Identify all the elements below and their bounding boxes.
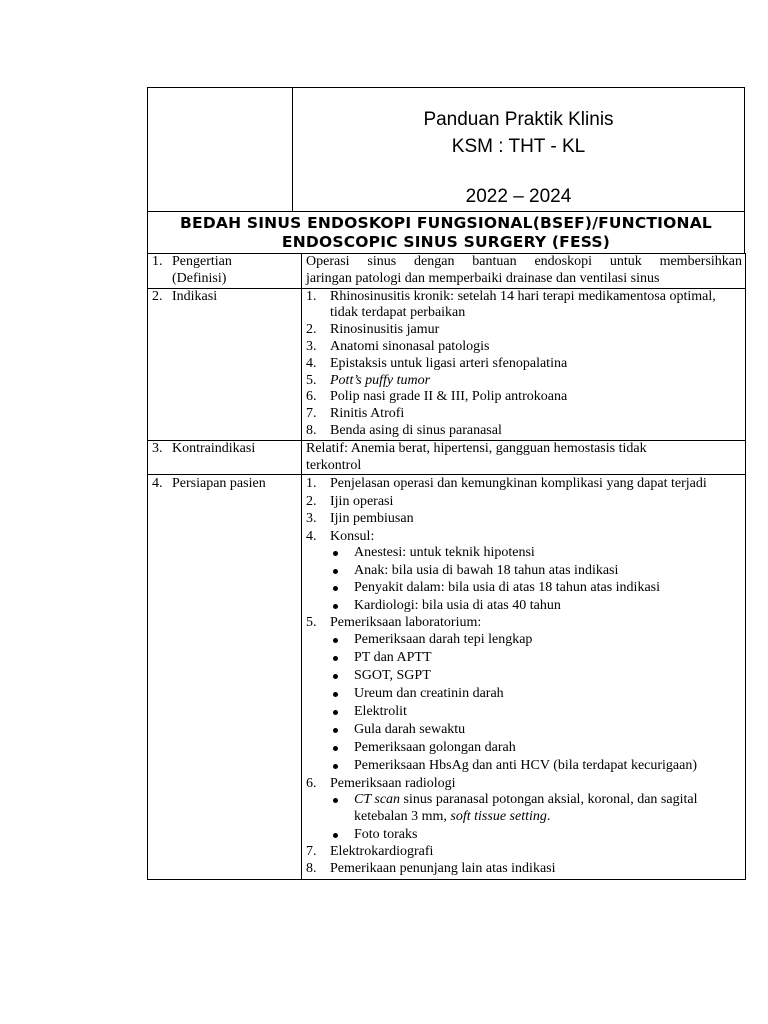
list-item: Pemeriksaan HbsAg dan anti HCV (bila terdapat kecurigaan) bbox=[330, 758, 742, 775]
radiology-sublist bbox=[330, 792, 742, 843]
list-item: 3. Ijin pembiusan bbox=[306, 511, 414, 527]
definition-number: 1. bbox=[152, 254, 163, 269]
list-item: 2. Rinosinusitis jamur bbox=[306, 322, 440, 338]
row-indications bbox=[148, 288, 746, 440]
list-item: 8. Pemerikaan penunjang lain atas indikasi bbox=[306, 861, 556, 877]
list-item: Pemeriksaan darah tepi lengkap bbox=[330, 632, 742, 649]
consult-sublist bbox=[330, 545, 742, 614]
list-item: CT scan sinus paranasal potongan aksial, koronal, dan sagital ketebalan 3 mm, soft tissue setting. bbox=[330, 792, 742, 826]
definition-content-cell bbox=[302, 254, 746, 289]
list-item: Gula darah sewaktu bbox=[330, 722, 742, 739]
period-label: 2022 – 2024 bbox=[465, 186, 572, 207]
definition-line-2: jaringan patologi dan memperbaiki drainase dan ventilasi sinus bbox=[306, 270, 660, 286]
list-item: 8. Benda asing di sinus paranasal bbox=[306, 422, 502, 438]
contraindications-text: Relatif: Anemia berat, hipertensi, gangguan hemostasis tidak terkontrol bbox=[306, 440, 647, 473]
department-label: KSM : THT - KL bbox=[451, 136, 586, 157]
list-item: Anak: bila usia di bawah 18 tahun atas indikasi bbox=[330, 563, 742, 580]
contraindications-label: Kontraindikasi bbox=[172, 440, 256, 456]
guideline-table bbox=[147, 253, 746, 880]
contraindications-number: 3. bbox=[152, 440, 163, 456]
list-item: 4. Epistaksis untuk ligasi arteri sfenopalatina bbox=[306, 355, 568, 371]
row-contraindications bbox=[148, 440, 746, 475]
row-definition bbox=[148, 254, 746, 289]
patient-prep-list bbox=[306, 476, 742, 878]
row-patient-prep bbox=[148, 475, 746, 879]
list-item: 1. Penjelasan operasi dan kemungkinan komplikasi yang dapat terjadi bbox=[306, 476, 707, 492]
patient-prep-label-cell bbox=[148, 475, 302, 879]
patient-prep-label: Persiapan pasien bbox=[172, 476, 266, 492]
list-item: Penyakit dalam: bila usia di atas 18 tahun atas indikasi bbox=[330, 580, 742, 597]
indications-number: 2. bbox=[152, 288, 163, 304]
indications-list bbox=[306, 289, 742, 440]
list-item: 3. Anatomi sinonasal patologis bbox=[306, 338, 490, 354]
logo-cell bbox=[148, 88, 293, 211]
list-item: SGOT, SGPT bbox=[330, 668, 742, 685]
document-header bbox=[147, 87, 745, 211]
list-item: Foto toraks bbox=[330, 827, 742, 844]
contraindications-content-cell bbox=[302, 440, 746, 475]
list-item: 7. Rinitis Atrofi bbox=[306, 406, 405, 422]
list-item: 6. Pemeriksaan radiologi CT scan sinus paranasal potongan aksial, koronal, dan sagital ketebalan 3 mm, soft tissue setting. Foto toraks bbox=[306, 776, 742, 844]
indications-label: Indikasi bbox=[172, 288, 218, 304]
list-item: 2. Ijin operasi bbox=[306, 493, 394, 509]
definition-label: Pengertian bbox=[172, 254, 232, 269]
guideline-title: Panduan Praktik Klinis bbox=[423, 109, 614, 130]
list-item: Elektrolit bbox=[330, 704, 742, 721]
list-item: 7. Elektrokardiografi bbox=[306, 843, 434, 859]
lab-sublist bbox=[330, 632, 742, 775]
indications-label-cell bbox=[148, 288, 302, 440]
indications-content-cell bbox=[302, 288, 746, 440]
definition-label-cell bbox=[148, 254, 302, 289]
list-item: Kardiologi: bila usia di atas 40 tahun bbox=[330, 598, 742, 615]
list-item: 1. Rhinosinusitis kronik: setelah 14 hari terapi medikamentosa optimal, tidak terdapat perbaikan bbox=[306, 288, 716, 321]
list-item: Anestesi: untuk teknik hipotensi bbox=[330, 545, 742, 562]
list-item: PT dan APTT bbox=[330, 650, 742, 667]
header-title-cell bbox=[293, 88, 744, 211]
definition-line-1: Operasi sinus dengan bantuan endoskopi untuk membersihkan bbox=[306, 254, 742, 269]
contraindications-label-cell bbox=[148, 440, 302, 475]
definition-label-sub: (Definisi) bbox=[172, 270, 227, 286]
procedure-title: BEDAH SINUS ENDOSKOPI FUNGSIONAL(BSEF)/FUNCTIONAL ENDOSCOPIC SINUS SURGERY (FESS) bbox=[147, 211, 745, 253]
list-item: Pemeriksaan golongan darah bbox=[330, 740, 742, 757]
list-item: 5. Pemeriksaan laboratorium: Pemeriksaan darah tepi lengkap PT dan APTT SGOT, SGPT Ureum dan creatinin darah Elektrolit Gula darah sewaktu Pemeriksaan golongan darah Pemeriksaan HbsAg dan anti HCV (bila terdapat kecurigaan) bbox=[306, 615, 742, 774]
list-item: Ureum dan creatinin darah bbox=[330, 686, 742, 703]
patient-prep-content-cell bbox=[302, 475, 746, 879]
patient-prep-number: 4. bbox=[152, 476, 163, 492]
document-page bbox=[147, 87, 745, 880]
list-item: 6. Polip nasi grade II & III, Polip antrokoana bbox=[306, 389, 568, 405]
list-item: 4. Konsul: Anestesi: untuk teknik hipotensi Anak: bila usia di bawah 18 tahun atas indikasi Penyakit dalam: bila usia di atas 18 tahun atas indikasi Kardiologi: bila usia di atas 40 tahun bbox=[306, 529, 742, 615]
list-item: 5. Pott’s puffy tumor bbox=[306, 372, 431, 388]
